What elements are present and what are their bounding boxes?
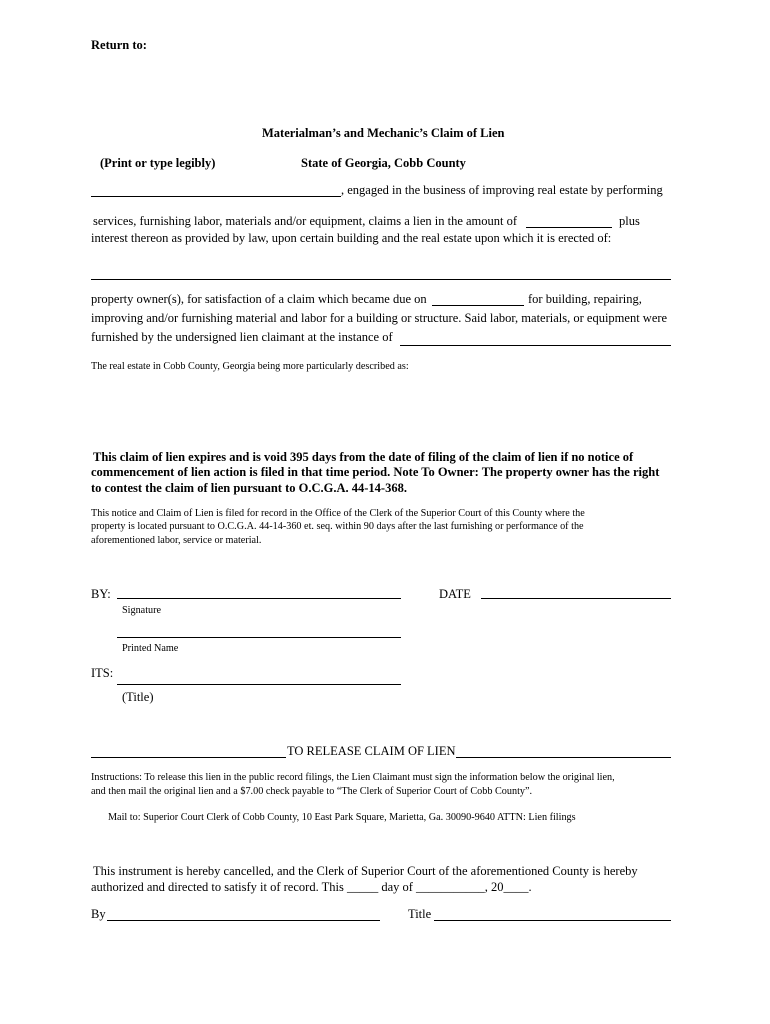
by-label: BY:	[91, 587, 111, 601]
instructions-line-1: Instructions: To release this lien in the public record filings, the Lien Claimant must sign the information below the original lien,	[91, 772, 615, 783]
date-label: DATE	[439, 587, 471, 601]
its-label: ITS:	[91, 666, 114, 680]
printed-name-field[interactable]	[117, 637, 401, 638]
expiry-line-3: to contest the claim of lien pursuant to O.C.G.A. 44-14-368.	[91, 481, 407, 495]
line3-text: interest thereon as provided by law, upon certain building and the real estate upon which it is erected of:	[91, 231, 612, 245]
print-note: (Print or type legibly)	[100, 156, 216, 170]
signature-field[interactable]	[117, 598, 401, 599]
expiry-line-1: This claim of lien expires and is void 395 days from the date of filing of the claim of lien if no notice of	[93, 450, 634, 464]
expiry-line-2: commencement of lien action is filed in that time period. Note To Owner: The property owner has the right	[91, 465, 660, 479]
cancel-line-2: authorized and directed to satisfy it of record. This _____ day of ___________, 20____.	[91, 880, 532, 894]
release-heading: TO RELEASE CLAIM OF LIEN	[287, 744, 456, 758]
instructions-line-2: and then mail the original lien and a $7.00 check payable to “The Clerk of Superior Court of Cobb County”.	[91, 786, 533, 797]
line6-text: furnished by the undersigned lien claimant at the instance of	[91, 330, 393, 344]
release-left-field[interactable]	[91, 757, 286, 758]
bottom-signature-field[interactable]	[107, 920, 380, 921]
release-right-field[interactable]	[456, 757, 671, 758]
mail-to-address: Mail to: Superior Court Clerk of Cobb County, 10 East Park Square, Marietta, Ga. 30090-9640 ATTN: Lien filings	[108, 812, 576, 823]
real-estate-description: The real estate in Cobb County, Georgia being more particularly described as:	[91, 361, 409, 372]
printed-name-label: Printed Name	[122, 643, 179, 654]
claimant-name-field[interactable]	[91, 196, 341, 197]
bottom-title-field[interactable]	[434, 920, 671, 921]
state-county: State of Georgia, Cobb County	[301, 156, 466, 170]
title-field[interactable]	[117, 684, 401, 685]
plus-text: plus	[619, 214, 640, 228]
lien-amount-field[interactable]	[526, 227, 612, 228]
signature-label: Signature	[122, 605, 162, 616]
date-field[interactable]	[481, 598, 671, 599]
line1-text: , engaged in the business of improving real estate by performing	[341, 183, 663, 197]
return-to-label: Return to:	[91, 38, 147, 52]
line4b-text: for building, repairing,	[528, 292, 642, 306]
line5-text: improving and/or furnishing material and labor for a building or structure. Said labor, materials, or equipment were	[91, 311, 668, 325]
notice-line-2: property is located pursuant to O.C.G.A. 44-14-360 et. seq. within 90 days after the last furnishing or performance of the	[91, 521, 584, 532]
notice-line-3: aforementioned labor, service or material.	[91, 535, 262, 546]
cancel-line-1: This instrument is hereby cancelled, and the Clerk of Superior Court of the aforementioned County is hereby	[93, 864, 638, 878]
line4-text: property owner(s), for satisfaction of a claim which became due on	[91, 292, 427, 306]
bottom-title-label: Title	[408, 907, 432, 921]
due-date-field[interactable]	[432, 305, 524, 306]
line2-text: services, furnishing labor, materials and/or equipment, claims a lien in the amount of	[93, 214, 518, 228]
title-label: (Title)	[122, 690, 154, 704]
instance-of-field[interactable]	[400, 345, 671, 346]
notice-line-1: This notice and Claim of Lien is filed for record in the Office of the Clerk of the Superior Court of this County where the	[91, 508, 585, 519]
property-owner-field[interactable]	[91, 279, 671, 280]
document-title: Materialman’s and Mechanic’s Claim of Lien	[262, 126, 505, 140]
bottom-by-label: By	[91, 907, 106, 921]
